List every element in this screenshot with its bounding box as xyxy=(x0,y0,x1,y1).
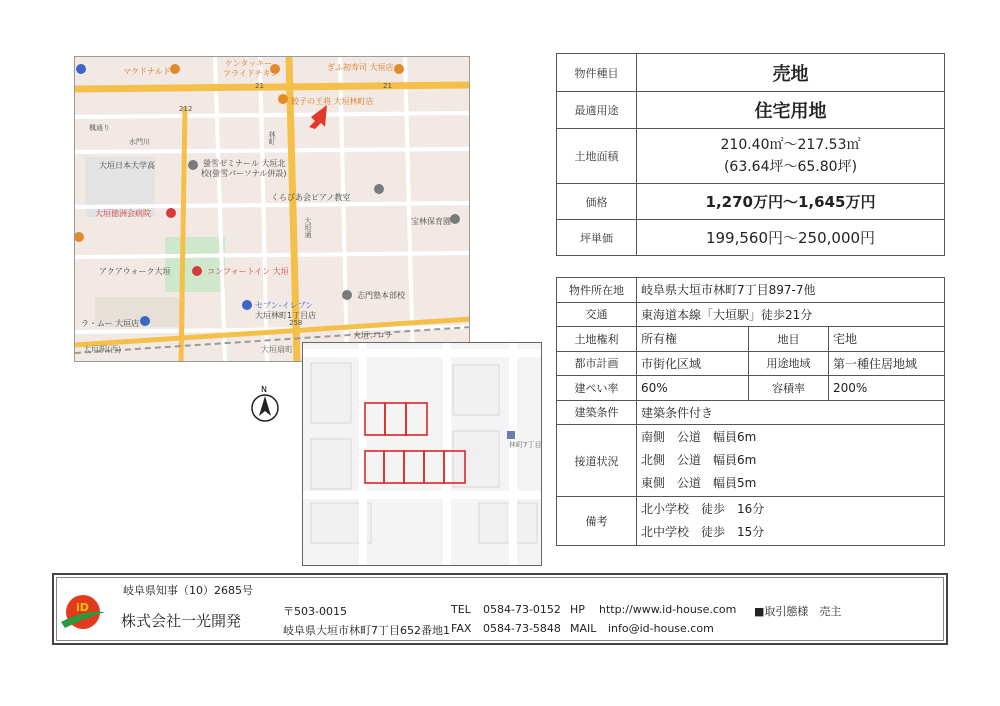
road-21b: 21 xyxy=(383,82,392,90)
fax-label: FAX xyxy=(451,622,472,635)
property-summary-table xyxy=(556,53,945,256)
tel-value[interactable]: 0584-73-0152 xyxy=(483,603,561,616)
poi-ogaki-nihon[interactable]: 大垣日本大学高 xyxy=(99,161,155,170)
transaction-type: ■取引態様 売主 xyxy=(754,605,842,618)
poi-seven-2[interactable]: 大垣林町1丁目店 xyxy=(255,311,317,320)
road-21a: 21 xyxy=(255,82,264,90)
area-m2: 210.40㎡～217.53㎡ xyxy=(720,137,861,153)
location-label: 物件所在地 xyxy=(557,278,637,303)
road-east: 東側 公道 幅員5m xyxy=(641,476,757,490)
company-address: 岐阜県大垣市林町7丁目652番地1 xyxy=(283,624,450,637)
poi-ogaki-station[interactable]: 大垣駅(西) xyxy=(83,345,122,354)
land-right-value: 所有権 xyxy=(637,327,749,352)
city-plan-label: 都市計画 xyxy=(557,351,637,376)
road-kaede: 楓通り xyxy=(89,124,110,132)
poi-mcdonalds[interactable]: マクドナルド xyxy=(123,67,171,76)
far-value: 200% xyxy=(829,376,945,401)
area-tsubo: (63.64坪～65.80坪) xyxy=(723,159,858,175)
road-212: 212 xyxy=(179,105,193,113)
condition-label: 建築条件 xyxy=(557,400,637,425)
unit-price-label: 坪単価 xyxy=(557,220,637,256)
email-link[interactable]: info@id-house.com xyxy=(608,622,714,635)
notes-value xyxy=(637,497,945,546)
north-arrow-icon xyxy=(248,384,282,426)
bus-stop-label: 林町7丁目 xyxy=(509,441,542,449)
poi-ramu[interactable]: ラ・ムー 大垣店 xyxy=(81,319,140,328)
notes-label: 備考 xyxy=(557,497,637,546)
company-logo-icon xyxy=(61,592,105,632)
poi-kfc-1[interactable]: ケンタッキー xyxy=(225,59,273,68)
poi-eiun-1[interactable]: 螢雪ゼミナール 大垣北 xyxy=(203,159,286,168)
poi-comfort[interactable]: コンフォートイン 大垣 xyxy=(207,267,289,276)
type-value: 売地 xyxy=(637,54,945,92)
svg-text:N: N xyxy=(261,385,267,394)
road-258: 258 xyxy=(289,319,303,327)
tel-label: TEL xyxy=(451,603,471,616)
poi-ogaki-honmachi[interactable]: 大垣扇町 xyxy=(261,345,293,354)
lot-detail-map[interactable] xyxy=(302,342,542,566)
area-value xyxy=(637,129,945,184)
road-access-value xyxy=(637,425,945,497)
area-label: 土地面積 xyxy=(557,129,637,184)
land-category-value: 宅地 xyxy=(829,327,945,352)
company-footer xyxy=(52,573,948,645)
road-mizumon: 水門川 xyxy=(129,138,150,146)
city-plan-value: 市街化区域 xyxy=(637,351,749,376)
transit-value: 東海道本線「大垣駅」徒歩21分 xyxy=(637,302,945,327)
poi-seven-1[interactable]: セブン-イレブン xyxy=(255,301,314,310)
far-label: 容積率 xyxy=(749,376,829,401)
lot-layout xyxy=(303,343,542,566)
road-north: 北側 公道 幅員6m xyxy=(641,453,757,467)
property-details-table xyxy=(556,277,945,546)
land-category-label: 地目 xyxy=(749,327,829,352)
location-value: 岐阜県大垣市林町7丁目897-7他 xyxy=(637,278,945,303)
mail-label: MAIL xyxy=(570,622,597,635)
website-link[interactable]: http://www.id-house.com xyxy=(599,603,737,616)
hp-label: HP xyxy=(570,603,585,616)
type-label: 物件種目 xyxy=(557,54,637,92)
use-value: 住宅用地 xyxy=(637,92,945,129)
note-elementary: 北小学校 徒歩 16分 xyxy=(641,502,765,516)
road-hayashi: 林町 xyxy=(268,131,276,145)
poi-kurabi[interactable]: くらびあ会ピアノ教室 xyxy=(271,193,351,202)
company-name: 株式会社一光開発 xyxy=(121,612,242,630)
area-map[interactable] xyxy=(74,56,470,362)
road-south: 南側 公道 幅員6m xyxy=(641,430,757,444)
zoning-label: 用途地域 xyxy=(749,351,829,376)
zoning-value: 第一種住居地域 xyxy=(829,351,945,376)
poi-gyoza[interactable]: 餃子の王将 大垣林町店 xyxy=(291,97,374,106)
price-label: 価格 xyxy=(557,184,637,220)
price-value: 1,270万円～1,645万円 xyxy=(637,184,945,220)
license-number: 岐阜県知事（10）2685号 xyxy=(123,584,253,597)
road-yakusho: 大垣通 xyxy=(304,217,312,238)
postal-code: 〒503-0015 xyxy=(283,605,347,618)
poi-corona[interactable]: 大垣コロナ xyxy=(353,331,393,340)
use-label: 最適用途 xyxy=(557,92,637,129)
unit-price-value: 199,560円～250,000円 xyxy=(637,220,945,256)
bcr-value: 60% xyxy=(637,376,749,401)
poi-aquawalk[interactable]: アクアウォーク大垣 xyxy=(99,267,171,276)
poi-eiun-2[interactable]: 校(螢雪パーソナル併設) xyxy=(201,169,287,178)
poi-shimon[interactable]: 志門塾本部校 xyxy=(357,291,405,300)
poi-tokushukai[interactable]: 大垣徳洲会病院 xyxy=(95,209,151,218)
land-right-label: 土地権利 xyxy=(557,327,637,352)
condition-value: 建築条件付き xyxy=(637,400,945,425)
poi-kfc-2[interactable]: フライドチキン xyxy=(223,69,279,78)
note-junior-high: 北中学校 徒歩 15分 xyxy=(641,525,765,539)
transit-label: 交通 xyxy=(557,302,637,327)
poi-hoyoen[interactable]: 宝林保育園 xyxy=(411,217,451,226)
bcr-label: 建ぺい率 xyxy=(557,376,637,401)
fax-value: 0584-73-5848 xyxy=(483,622,561,635)
poi-gifu-sushi[interactable]: ぎふ初寿司 大垣店 xyxy=(327,63,394,72)
road-access-label: 接道状況 xyxy=(557,425,637,497)
svg-text:iD: iD xyxy=(76,601,89,614)
